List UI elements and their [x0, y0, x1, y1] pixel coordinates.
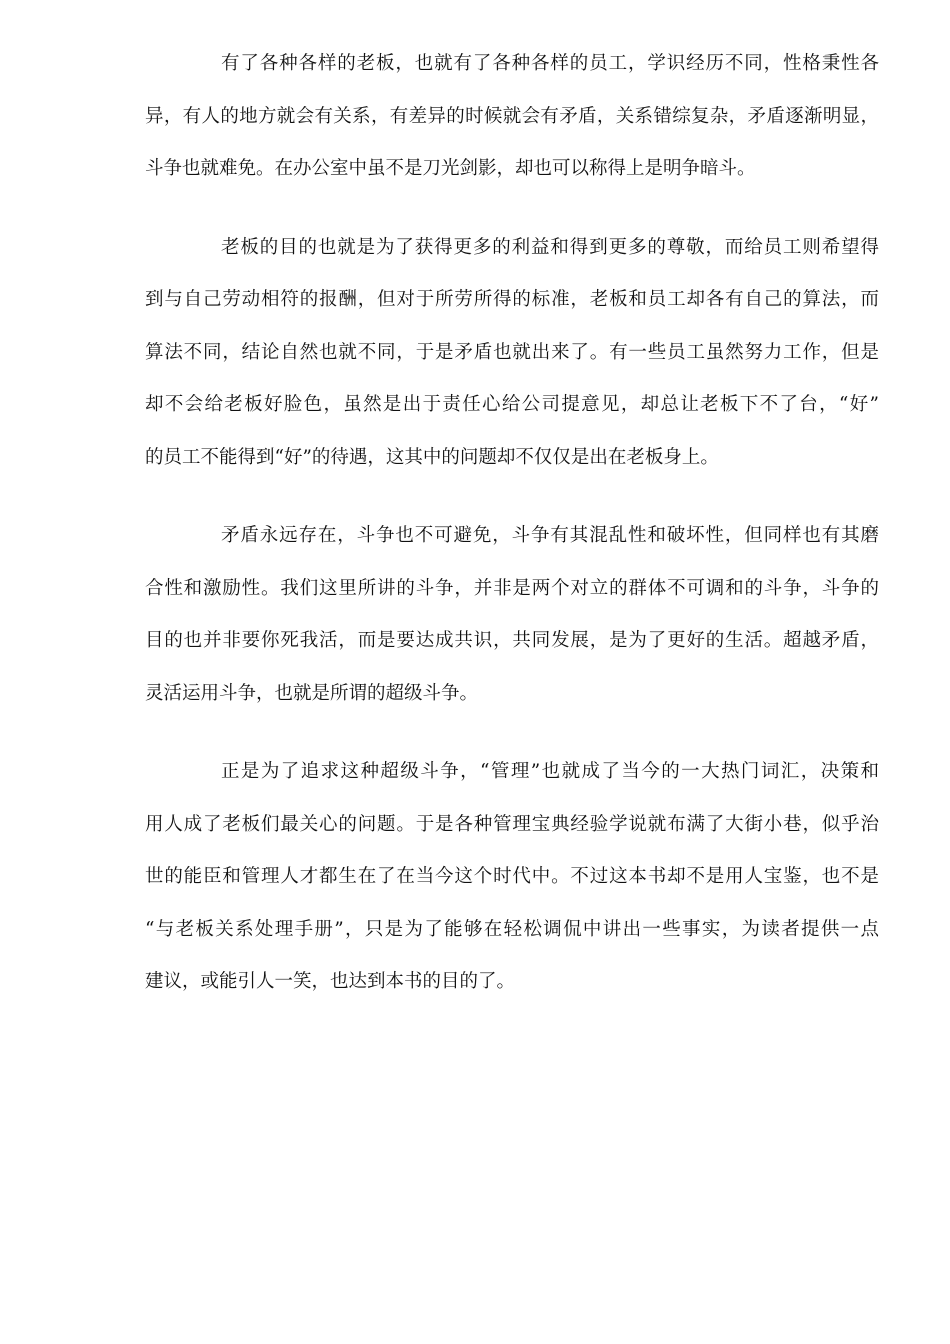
text-line: 到与自己劳动相符的报酬，但对于所劳所得的标准，老板和员工却各有自己的算法，而	[145, 289, 879, 310]
text-line: 建议，或能引人一笑，也达到本书的目的了。	[145, 971, 516, 992]
text-line: 世的能臣和管理人才都生在了在当今这个时代中。不过这本书却不是用人宝鉴，也不是	[145, 866, 879, 887]
text-line: 正是为了追求这种超级斗争，“管理”也就成了当今的一大热门词汇，决策和	[221, 761, 879, 782]
body-text	[145, 42, 879, 1039]
text-line: 有了各种各样的老板，也就有了各种各样的员工，学识经历不同，性格秉性各	[221, 53, 879, 74]
text-line: 却不会给老板好脸色，虽然是出于责任心给公司提意见，却总让老板下不了台，“好”	[145, 394, 879, 415]
text-line: 的员工不能得到“好”的待遇，这其中的问题却不仅仅是出在老板身上。	[145, 446, 719, 468]
text-line: “与老板关系处理手册”，只是为了能够在轻松调侃中讲出一些事实，为读者提供一点	[145, 918, 879, 940]
text-line: 异，有人的地方就会有关系，有差异的时候就会有矛盾，关系错综复杂，矛盾逐渐明显，	[145, 105, 879, 127]
paragraph-2	[145, 226, 879, 489]
text-line: 合性和激励性。我们这里所讲的斗争，并非是两个对立的群体不可调和的斗争，斗争的	[145, 577, 879, 599]
text-line: 灵活运用斗争，也就是所谓的超级斗争。	[145, 682, 479, 704]
text-line: 用人成了老板们最关心的问题。于是各种管理宝典经验学说就布满了大街小巷，似乎治	[145, 813, 879, 835]
paragraph-1	[145, 42, 879, 200]
paragraph-4	[145, 750, 879, 1013]
text-line: 目的也并非要你死我活，而是要达成共识，共同发展，是为了更好的生活。超越矛盾，	[145, 630, 879, 651]
text-line: 算法不同，结论自然也就不同，于是矛盾也就出来了。有一些员工虽然努力工作，但是	[145, 341, 879, 363]
text-line: 老板的目的也就是为了获得更多的利益和得到更多的尊敬，而给员工则希望得	[221, 236, 879, 258]
text-line: 斗争也就难免。在办公室中虽不是刀光剑影，却也可以称得上是明争暗斗。	[145, 158, 756, 179]
text-line: 矛盾永远存在，斗争也不可避免，斗争有其混乱性和破坏性，但同样也有其磨	[221, 525, 879, 546]
paragraph-3	[145, 514, 879, 724]
